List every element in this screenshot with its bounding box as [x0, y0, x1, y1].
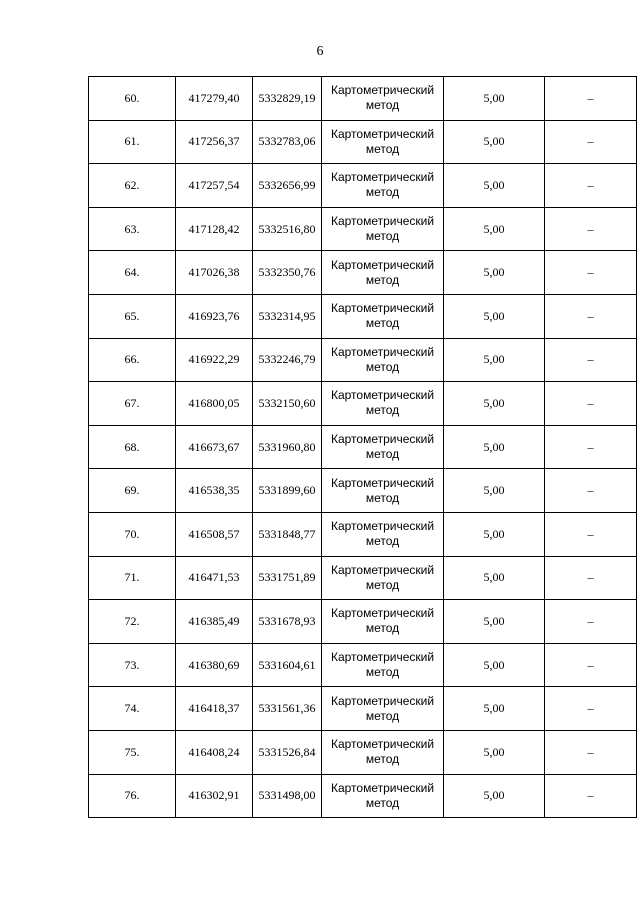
method-text-line-2: метод [365, 229, 400, 244]
method-cell [322, 687, 444, 731]
x-coordinate-cell: 416380,69 [176, 643, 253, 687]
y-coordinate-cell: 5332350,76 [253, 251, 322, 295]
y-coordinate-cell: 5331498,00 [253, 774, 322, 818]
y-coordinate-cell: 5332150,60 [253, 382, 322, 426]
x-coordinate-cell: 417257,54 [176, 164, 253, 208]
method-text-line-1: Картометрический [330, 737, 435, 752]
y-coordinate-cell: 5331960,80 [253, 425, 322, 469]
point-number-cell: 76. [89, 774, 176, 818]
y-coordinate-cell: 5331899,60 [253, 469, 322, 513]
method-text-line-2: метод [365, 316, 400, 331]
description-cell: – [545, 730, 637, 774]
coordinates-table [88, 76, 637, 818]
method-text-line-1: Картометрический [330, 780, 435, 795]
point-number-cell: 73. [89, 643, 176, 687]
method-cell [322, 600, 444, 644]
x-coordinate-cell: 416408,24 [176, 730, 253, 774]
table-row [89, 643, 637, 687]
point-number-cell: 75. [89, 730, 176, 774]
table-row [89, 774, 637, 818]
description-cell: – [545, 774, 637, 818]
y-coordinate-cell: 5331526,84 [253, 730, 322, 774]
table-row [89, 338, 637, 382]
y-coordinate-cell: 5332516,80 [253, 207, 322, 251]
method-cell [322, 251, 444, 295]
description-cell: – [545, 382, 637, 426]
method-text-line-1: Картометрический [330, 562, 435, 577]
accuracy-cell: 5,00 [444, 643, 545, 687]
method-cell [322, 643, 444, 687]
method-text-line-2: метод [365, 621, 400, 636]
table-row [89, 469, 637, 513]
accuracy-cell: 5,00 [444, 687, 545, 731]
description-cell: – [545, 556, 637, 600]
x-coordinate-cell: 416922,29 [176, 338, 253, 382]
method-text-line-1: Картометрический [330, 519, 435, 534]
accuracy-cell: 5,00 [444, 600, 545, 644]
table-row [89, 425, 637, 469]
table-row [89, 294, 637, 338]
method-cell [322, 164, 444, 208]
method-text-line-2: метод [365, 752, 400, 767]
table-row [89, 512, 637, 556]
x-coordinate-cell: 416385,49 [176, 600, 253, 644]
method-text-line-1: Картометрический [330, 475, 435, 490]
method-text-line-2: метод [365, 665, 400, 680]
table-row [89, 687, 637, 731]
point-number-cell: 74. [89, 687, 176, 731]
method-cell [322, 512, 444, 556]
accuracy-cell: 5,00 [444, 164, 545, 208]
method-cell [322, 425, 444, 469]
page-number: 6 [316, 44, 324, 59]
y-coordinate-cell: 5331561,36 [253, 687, 322, 731]
point-number-cell: 71. [89, 556, 176, 600]
coordinates-table-body [89, 77, 637, 818]
x-coordinate-cell: 416418,37 [176, 687, 253, 731]
method-cell [322, 207, 444, 251]
method-text-line-1: Картометрический [330, 257, 435, 272]
y-coordinate-cell: 5331604,61 [253, 643, 322, 687]
description-cell: – [545, 251, 637, 295]
x-coordinate-cell: 416471,53 [176, 556, 253, 600]
accuracy-cell: 5,00 [444, 774, 545, 818]
method-text-line-1: Картометрический [330, 432, 435, 447]
point-number-cell: 72. [89, 600, 176, 644]
x-coordinate-cell: 416673,67 [176, 425, 253, 469]
method-cell [322, 120, 444, 164]
description-cell: – [545, 77, 637, 121]
accuracy-cell: 5,00 [444, 730, 545, 774]
x-coordinate-cell: 416302,91 [176, 774, 253, 818]
method-text-line-2: метод [365, 98, 400, 113]
x-coordinate-cell: 417026,38 [176, 251, 253, 295]
point-number-cell: 68. [89, 425, 176, 469]
method-cell [322, 469, 444, 513]
method-text-line-2: метод [365, 185, 400, 200]
accuracy-cell: 5,00 [444, 251, 545, 295]
method-text-line-1: Картометрический [330, 344, 435, 359]
description-cell: – [545, 687, 637, 731]
method-text-line-2: метод [365, 141, 400, 156]
point-number-cell: 64. [89, 251, 176, 295]
y-coordinate-cell: 5332656,99 [253, 164, 322, 208]
description-cell: – [545, 164, 637, 208]
x-coordinate-cell: 417128,42 [176, 207, 253, 251]
table-row [89, 382, 637, 426]
x-coordinate-cell: 416923,76 [176, 294, 253, 338]
point-number-cell: 66. [89, 338, 176, 382]
accuracy-cell: 5,00 [444, 294, 545, 338]
method-text-line-2: метод [365, 708, 400, 723]
point-number-cell: 69. [89, 469, 176, 513]
method-cell [322, 294, 444, 338]
accuracy-cell: 5,00 [444, 425, 545, 469]
description-cell: – [545, 512, 637, 556]
table-row [89, 556, 637, 600]
method-cell [322, 382, 444, 426]
description-cell: – [545, 425, 637, 469]
method-cell [322, 774, 444, 818]
accuracy-cell: 5,00 [444, 338, 545, 382]
method-text-line-1: Картометрический [330, 126, 435, 141]
point-number-cell: 65. [89, 294, 176, 338]
x-coordinate-cell: 417279,40 [176, 77, 253, 121]
table-row [89, 730, 637, 774]
accuracy-cell: 5,00 [444, 120, 545, 164]
description-cell: – [545, 469, 637, 513]
method-text-line-1: Картометрический [330, 693, 435, 708]
description-cell: – [545, 120, 637, 164]
method-text-line-2: метод [365, 359, 400, 374]
point-number-cell: 63. [89, 207, 176, 251]
point-number-cell: 70. [89, 512, 176, 556]
method-text-line-2: метод [365, 403, 400, 418]
method-cell [322, 730, 444, 774]
accuracy-cell: 5,00 [444, 382, 545, 426]
y-coordinate-cell: 5332783,06 [253, 120, 322, 164]
method-text-line-1: Картометрический [330, 214, 435, 229]
point-number-cell: 61. [89, 120, 176, 164]
table-row [89, 207, 637, 251]
table-row [89, 251, 637, 295]
y-coordinate-cell: 5331848,77 [253, 512, 322, 556]
method-text-line-2: метод [365, 272, 400, 287]
point-number-cell: 67. [89, 382, 176, 426]
accuracy-cell: 5,00 [444, 207, 545, 251]
description-cell: – [545, 207, 637, 251]
accuracy-cell: 5,00 [444, 77, 545, 121]
description-cell: – [545, 600, 637, 644]
point-number-cell: 60. [89, 77, 176, 121]
table-row [89, 120, 637, 164]
method-text-line-2: метод [365, 447, 400, 462]
method-cell [322, 338, 444, 382]
table-row [89, 164, 637, 208]
description-cell: – [545, 643, 637, 687]
method-cell [322, 77, 444, 121]
y-coordinate-cell: 5332314,95 [253, 294, 322, 338]
method-text-line-1: Картометрический [330, 83, 435, 98]
method-text-line-1: Картометрический [330, 606, 435, 621]
method-text-line-1: Картометрический [330, 170, 435, 185]
accuracy-cell: 5,00 [444, 469, 545, 513]
accuracy-cell: 5,00 [444, 512, 545, 556]
method-text-line-1: Картометрический [330, 388, 435, 403]
y-coordinate-cell: 5331678,93 [253, 600, 322, 644]
table-row [89, 77, 637, 121]
description-cell: – [545, 338, 637, 382]
y-coordinate-cell: 5332829,19 [253, 77, 322, 121]
method-text-line-2: метод [365, 577, 400, 592]
y-coordinate-cell: 5331751,89 [253, 556, 322, 600]
point-number-cell: 62. [89, 164, 176, 208]
x-coordinate-cell: 416538,35 [176, 469, 253, 513]
table-row [89, 600, 637, 644]
description-cell: – [545, 294, 637, 338]
x-coordinate-cell: 417256,37 [176, 120, 253, 164]
y-coordinate-cell: 5332246,79 [253, 338, 322, 382]
method-text-line-1: Картометрический [330, 650, 435, 665]
method-text-line-1: Картометрический [330, 301, 435, 316]
method-text-line-2: метод [365, 490, 400, 505]
x-coordinate-cell: 416508,57 [176, 512, 253, 556]
accuracy-cell: 5,00 [444, 556, 545, 600]
method-text-line-2: метод [365, 534, 400, 549]
method-text-line-2: метод [365, 795, 400, 810]
method-cell [322, 556, 444, 600]
x-coordinate-cell: 416800,05 [176, 382, 253, 426]
